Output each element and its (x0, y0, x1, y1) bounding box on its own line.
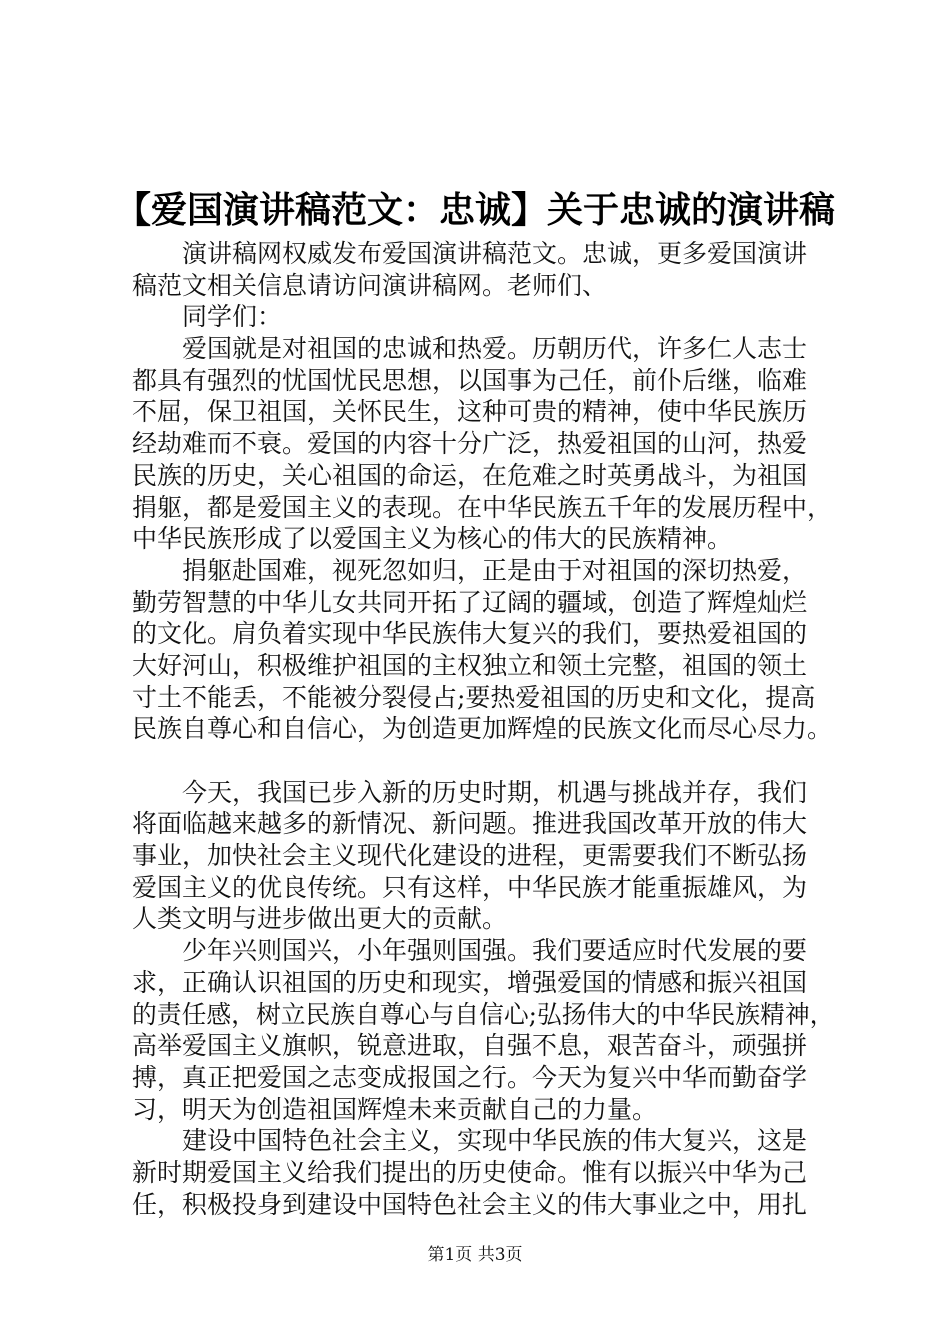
text-line: 勤劳智慧的中华儿女共同开拓了辽阔的疆域，创造了辉煌灿烂 (132, 587, 808, 617)
text-line: 同学们： (132, 302, 283, 332)
text-line: 寸土不能丢，不能被分裂侵占;要热爱祖国的历史和文化，提高 (132, 682, 816, 712)
page-footer: 第1页 共3页 (427, 1245, 523, 1265)
text-line: 习，明天为创造祖国辉煌未来贡献自己的力量。 (132, 1094, 658, 1124)
text-line: 捐躯赴国难，视死忽如归，正是由于对祖国的深切热爱， (132, 555, 808, 585)
text-line: 经劫难而不衰。爱国的内容十分广泛，热爱祖国的山河，热爱 (132, 429, 808, 459)
text-line: 大好河山，积极维护祖国的主权独立和领土完整，祖国的领土 (132, 650, 808, 680)
text-line: 的责任感，树立民族自尊心与自信心;弘扬伟大的中华民族精神， (132, 999, 835, 1029)
text-line: 新时期爱国主义给我们提出的历史使命。惟有以振兴中华为己 (132, 1157, 808, 1187)
text-line: 将面临越来越多的新情况、新问题。推进我国改革开放的伟大 (132, 809, 808, 839)
text-line: 民族自尊心和自信心，为创造更加辉煌的民族文化而尽心尽力。 (132, 714, 833, 744)
text-line: 高举爱国主义旗帜，锐意进取，自强不息，艰苦奋斗，顽强拼 (132, 1031, 808, 1061)
text-line: 都具有强烈的忧国忧民思想，以国事为己任，前仆后继，临难 (132, 365, 808, 395)
text-line: 民族的历史，关心祖国的命运，在危难之时英勇战斗，为祖国 (132, 460, 808, 490)
text-line: 稿范文相关信息请访问演讲稿网。老师们、 (132, 270, 608, 300)
text-line: 不屈，保卫祖国，关怀民生，这种可贵的精神，使中华民族历 (132, 397, 808, 427)
text-line (132, 745, 834, 777)
text-line: 事业，加快社会主义现代化建设的进程，更需要我们不断弘扬 (132, 841, 808, 871)
text-line: 的文化。肩负着实现中华民族伟大复兴的我们，要热爱祖国的 (132, 619, 808, 649)
text-line: 建设中国特色社会主义，实现中华民族的伟大复兴，这是 (132, 1126, 808, 1156)
document-title: 【爱国演讲稿范文：忠诚】关于忠诚的演讲稿 (114, 189, 835, 231)
text-line: 爱国主义的优良传统。只有这样，中华民族才能重振雄风，为 (132, 872, 808, 902)
text-line: 人类文明与进步做出更大的贡献。 (132, 904, 508, 934)
text-line: 中华民族形成了以爱国主义为核心的伟大的民族精神。 (132, 524, 733, 554)
document-body (132, 238, 834, 1220)
text-line: 今天，我国已步入新的历史时期，机遇与挑战并存，我们 (132, 777, 808, 807)
text-line: 演讲稿网权威发布爱国演讲稿范文。忠诚，更多爱国演讲 (132, 239, 808, 268)
text-line: 求，正确认识祖国的历史和现实，增强爱国的情感和振兴祖国 (132, 967, 808, 997)
text-line: 爱国就是对祖国的忠诚和热爱。历朝历代，许多仁人志士 (132, 334, 808, 364)
text-line: 少年兴则国兴，小年强则国强。我们要适应时代发展的要 (132, 936, 808, 966)
text-line: 搏，真正把爱国之志变成报国之行。今天为复兴中华而勤奋学 (132, 1062, 808, 1092)
text-line: 任，积极投身到建设中国特色社会主义的伟大事业之中，用扎 (132, 1189, 808, 1219)
text-line: 捐躯，都是爱国主义的表现。在中华民族五千年的发展历程中， (132, 492, 833, 522)
